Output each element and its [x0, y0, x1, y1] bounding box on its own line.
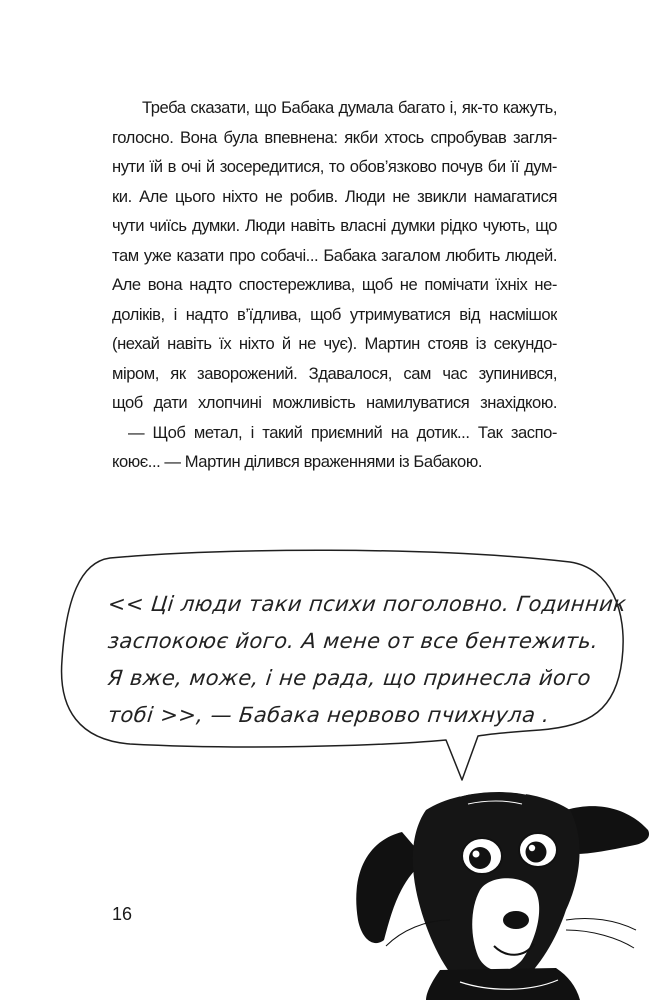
text-line: щоб дати хлопчині можливість намилуватися знахідкою. — [112, 393, 557, 412]
dog-illustration — [330, 770, 656, 1000]
text-line: міром, як заворожений. Здавалося, сам час зупинився, — [112, 363, 557, 383]
text-line: Але вона надто спостережлива, щоб не помічати їхніх не- — [112, 275, 557, 294]
body-text — [112, 93, 557, 477]
bubble-text-line: Я вже, може, і не рада, що принесла його — [106, 666, 593, 690]
text-line: (нехай навіть їх ніхто й не чує). Мартин стояв із секундо- — [112, 334, 557, 353]
text-line: коює... — Мартин ділився враженнями із Бабакою. — [112, 452, 482, 471]
text-line: — Щоб метал, і такий приємний на дотик... Так заспо- — [128, 422, 557, 442]
bubble-text-line: заспокоює його. А мене от все бентежить. — [106, 629, 600, 653]
speech-bubble-outline — [0, 540, 656, 790]
speech-bubble — [0, 540, 656, 790]
text-line: там уже казати про собачі... Бабака загалом любить людей. — [112, 245, 557, 265]
page-number: 16 — [112, 904, 133, 924]
text-line: ки. Але цього ніхто не робив. Люди не звикли намагатися — [112, 186, 557, 206]
bubble-text-line: << Ці люди таки психи поголовно. Годинник — [106, 592, 628, 616]
text-line: Треба сказати, що Бабака думала багато і, як-то кажуть, — [142, 98, 557, 117]
bubble-text-line: тобі >>, — Бабака нервово пчихнула . — [106, 703, 551, 727]
text-line: доліків, і надто в’їдлива, щоб утримуватися від насмішок — [112, 304, 557, 324]
text-line: нути їй в очі й зосередитися, то обов’язково почув би її дум- — [112, 157, 557, 176]
text-line: чути чиїсь думки. Люди навіть власні думки рідко чують, що — [112, 216, 557, 235]
text-line: голосно. Вона була впевнена: якби хтось спробував загля- — [112, 127, 557, 147]
